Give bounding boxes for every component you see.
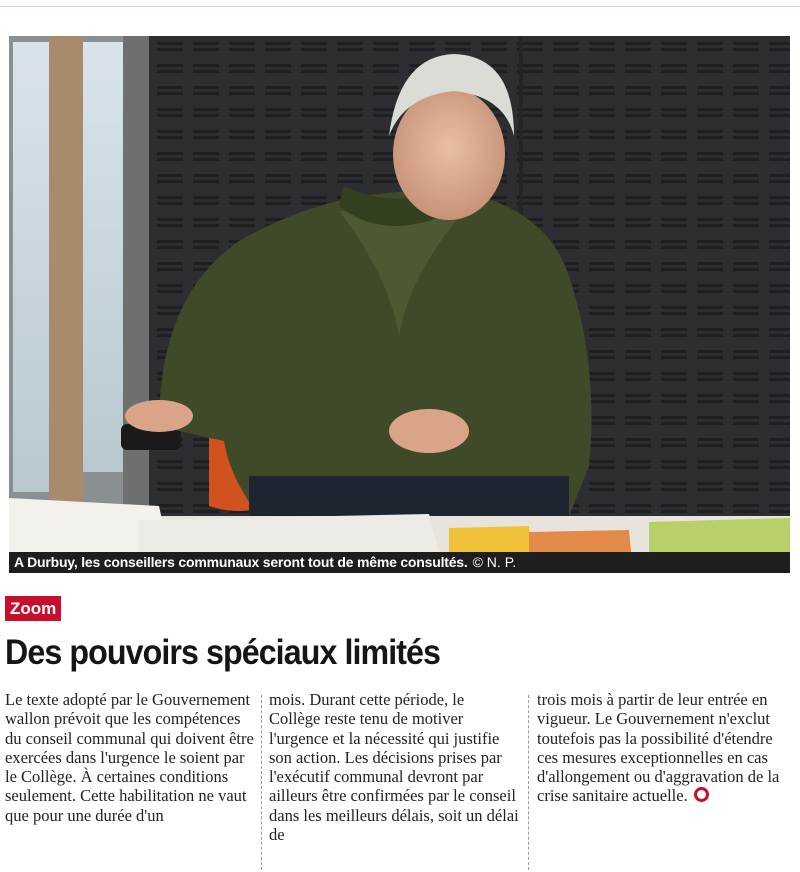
column-divider <box>261 695 262 870</box>
article-column-3 <box>537 690 787 806</box>
article-photo <box>9 36 790 552</box>
column-divider <box>528 695 529 870</box>
article-headline: Des pouvoirs spéciaux limités <box>5 633 441 672</box>
end-of-article-icon <box>694 787 709 802</box>
photo-credit: © N. P. <box>472 554 517 570</box>
top-rule <box>0 6 800 7</box>
article-column-1 <box>5 690 255 825</box>
section-kicker: Zoom <box>5 596 61 621</box>
column-3-text: trois mois à partir de leur entrée en vigueur. Le Gouvernement n'exclut toutefois pas la possibilité d'étendre ces mesures exceptionnelles en cas d'allongement ou d'aggravation de la crise sanitaire actuelle. <box>537 690 780 806</box>
column-2-text: mois. Durant cette période, le Collège reste tenu de motiver l'urgence et la nécessité qui justifie son action. Les décisions prises par l'exécutif communal devront par ailleurs être confirmées par le conseil dans les meilleurs délais, soit un délai de <box>269 690 519 845</box>
photo-illustration <box>9 36 790 552</box>
column-1-text: Le texte adopté par le Gouvernement wallon prévoit que les compétences du conseil communal qui doivent être exercées dans l'urgence le soient par le Collège. À certaines conditions seulement. Cette habilitation ne vaut que pour une durée d'un <box>5 690 254 825</box>
photo-caption <box>9 552 790 573</box>
caption-text: A Durbuy, les conseillers communaux seront tout de même consultés. <box>14 554 468 570</box>
article-column-2 <box>269 690 519 844</box>
